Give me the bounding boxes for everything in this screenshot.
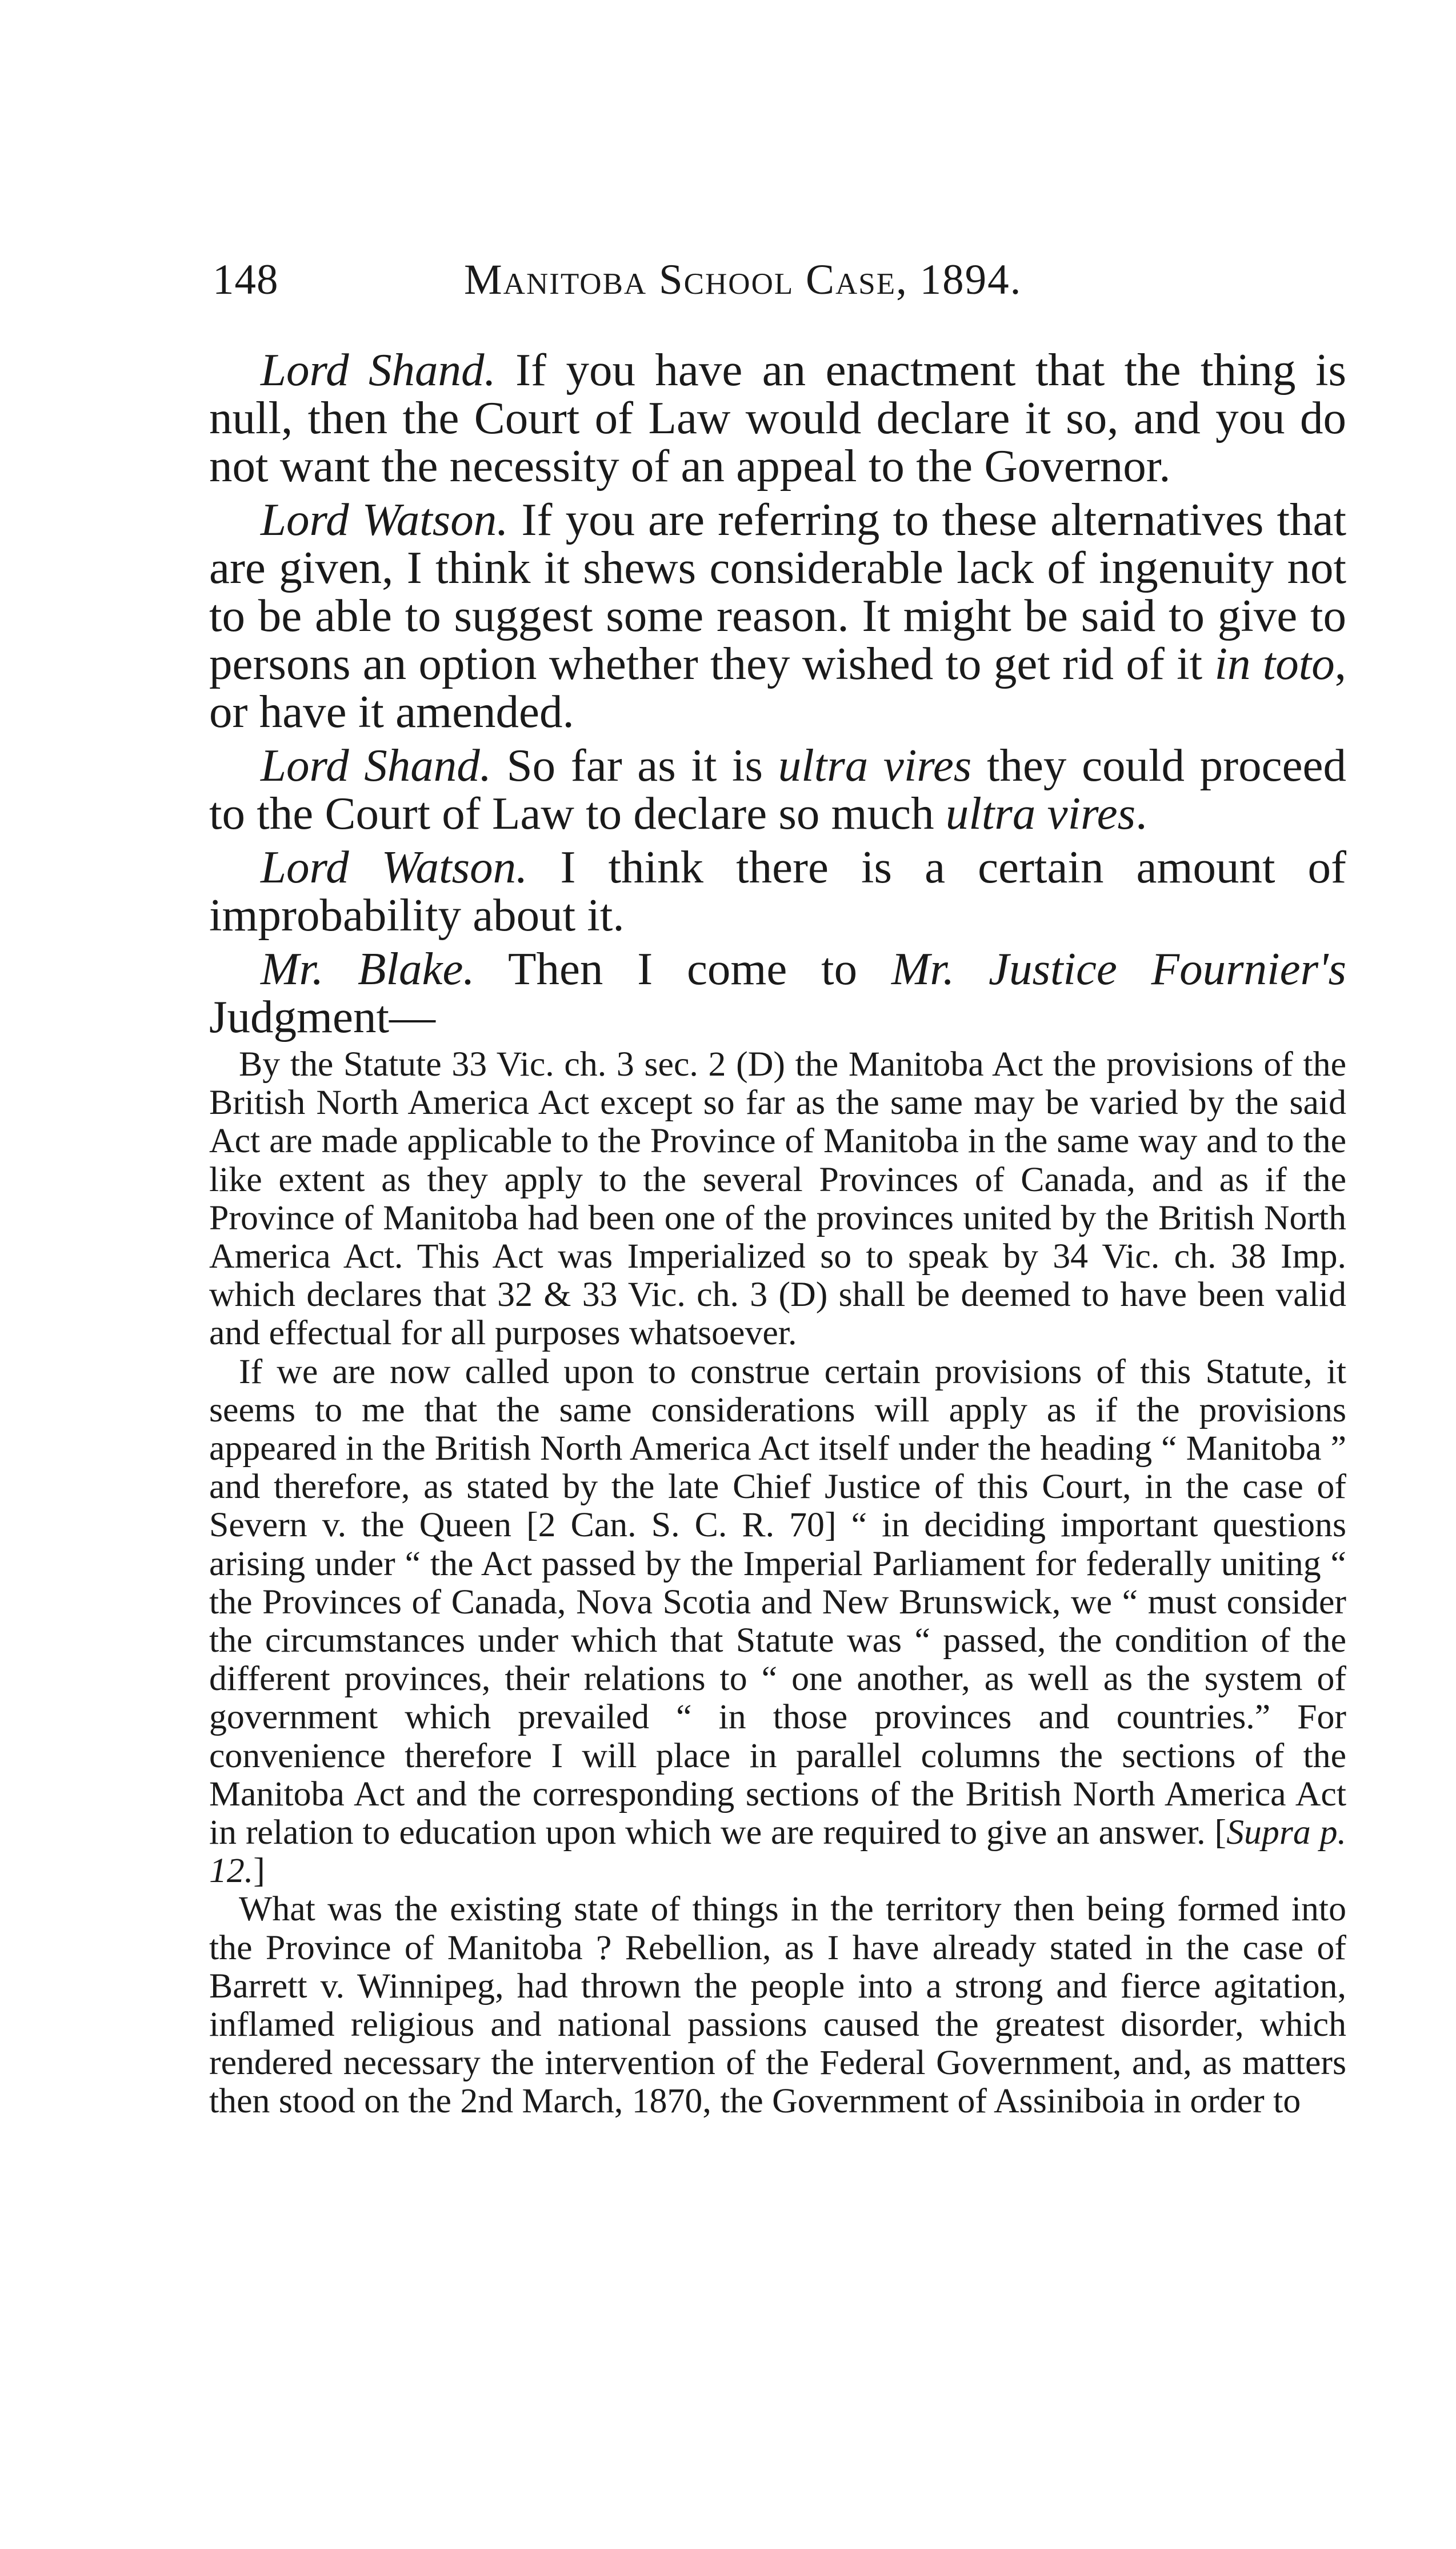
speech-text: I think there is a certain amount of improbability about it. (209, 841, 1346, 941)
speaker-name: Lord Shand. (261, 344, 496, 395)
judge-name: Mr. Justice Fournier's (891, 943, 1346, 994)
page-body (209, 346, 1346, 2121)
quoted-judgment (209, 1045, 1346, 2121)
speaker-name: Lord Watson. (261, 494, 509, 545)
speech-text: If you are referring to these alternatives that are given, I think it shews considerable lack of ingenuity not to be able to suggest some reason. It might be said to give to persons an option whether they wished to get rid of it (209, 494, 1346, 689)
page-reference: Supra p. 12. (209, 1813, 1347, 1891)
dialogue-paragraph (209, 843, 1346, 939)
speech-text: So far as it is (491, 740, 778, 791)
speech-text: Then I come to (474, 943, 891, 994)
running-title: Manitoba School Case, 1894. (464, 256, 1022, 303)
latin-phrase: ultra vires (945, 788, 1136, 839)
speech-text: . (1135, 788, 1147, 839)
speaker-name: Lord Watson. (261, 841, 528, 893)
quote-paragraph: By the Statute 33 Vic. ch. 3 sec. 2 (D) the Manitoba Act the provisions of the British North America Act except so far as the same may be varied by the said Act are made applicable to the Province of Manitoba in the same way and to the like extent as they apply to the several Provinces of Canada, and as if the Province of Manitoba had been one of the provinces united by the British North America Act. This Act was Imperialized so to speak by 34 Vic. ch. 38 Imp. which declares that 32 & 33 Vic. ch. 3 (D) shall be deemed to have been valid and effectual for all purposes whatsoever. (209, 1045, 1346, 1353)
dialogue (209, 346, 1346, 1041)
dialogue-paragraph (209, 741, 1346, 837)
speech-text: they could proceed to the Court of Law to declare so much (209, 740, 1346, 839)
reference-bracket: ] (253, 1851, 265, 1891)
dialogue-paragraph (209, 945, 1346, 1041)
dialogue-paragraph (209, 496, 1346, 736)
dialogue-paragraph (209, 346, 1346, 490)
speech-text: , or have it amended. (209, 638, 1346, 737)
speech-text: Judgment— (209, 991, 435, 1042)
speaker-name: Lord Shand. (261, 740, 491, 791)
latin-phrase: ultra vires (778, 740, 972, 791)
page-number: 148 (213, 256, 279, 303)
speaker-name: Mr. Blake. (261, 943, 475, 994)
reference-bracket: [ (1205, 1813, 1227, 1852)
quote-text: If we are now called upon to construe certain provisions of this Statute, it seems to me that the same considerations will apply as if the provisions appeared in the British North America Act itself under the heading “ Manitoba ” and therefore, as stated by the late Chief Justice of this Court, in the case of Severn v. the Queen [2 Can. S. C. R. 70] “ in deciding important questions arising under “ the Act passed by the Imperial Parliament for federally uniting “ the Provinces of Canada, Nova Scotia and New Brunswick, we “ must consider the circumstances under which that Statute was “ passed, the condition of the different provinces, their relations to “ one another, as well as the system of government which prevailed “ in those provinces and countries.” For convenience therefore I will place in parallel columns the sections of the Manitoba Act and the corresponding sections of the British North America Act in relation to education upon which we are required to give an answer. (209, 1352, 1346, 1852)
quote-paragraph (209, 1353, 1346, 1891)
quote-paragraph: What was the existing state of things in the territory then being formed into the Province of Manitoba ? Rebellion, as I have already stated in the case of Barrett v. Winnipeg, had thrown the people into a strong and fierce agitation, inflamed religious and national passions caused the greatest disorder, which rendered necessary the intervention of the Federal Government, and, as matters then stood on the 2nd March, 1870, the Government of Assiniboia in order to (209, 1889, 1346, 2121)
latin-phrase: in toto (1214, 638, 1335, 689)
speech-text: If you have an enactment that the thing is null, then the Court of Law would declare it so, and you do not want the necessity of an appeal to the Governor. (209, 344, 1346, 492)
